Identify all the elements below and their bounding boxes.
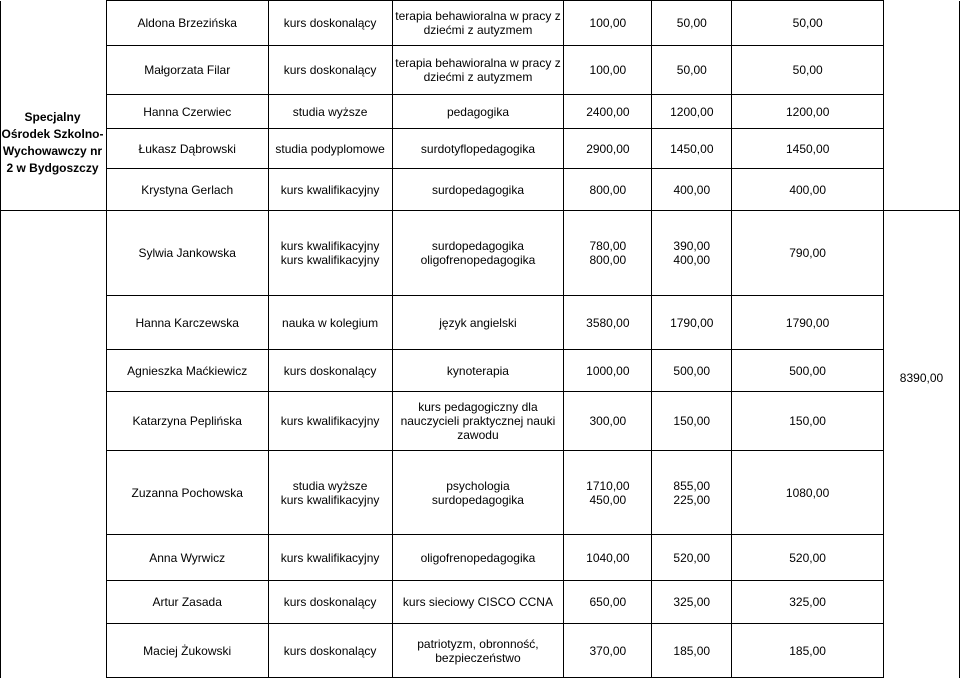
training-cost: 1040,00: [564, 535, 652, 581]
grant-amount: 50,00: [652, 1, 732, 46]
grant-amount: 185,00: [652, 624, 732, 678]
funding-table-lower: [0, 210, 960, 678]
teacher-total: 185,00: [732, 624, 884, 678]
teacher-name: Aldona Brzezińska: [106, 1, 268, 46]
grant-amount: 225,00: [673, 492, 711, 507]
teacher-total: 400,00: [732, 169, 884, 211]
table-row: [1, 392, 960, 451]
table-row: [1, 535, 960, 581]
grant-amount: 390,00: [673, 239, 711, 253]
teacher-total: 50,00: [732, 46, 884, 95]
grand-total: 8390,00: [884, 211, 960, 678]
institution-cell-bottom: [1, 211, 107, 678]
training-cost: 370,00: [564, 624, 652, 678]
grant-amount: 1790,00: [652, 296, 732, 350]
teacher-name: Hanna Karczewska: [106, 296, 268, 350]
teacher-total: 325,00: [732, 581, 884, 624]
teacher-name: Sylwia Jankowska: [106, 211, 268, 296]
grant-amount: 500,00: [652, 350, 732, 392]
teacher-total: 1200,00: [732, 95, 884, 129]
training-type: studia wyższe: [268, 95, 392, 129]
training-type: kurs doskonalący: [268, 624, 392, 678]
grant-amount: 325,00: [652, 581, 732, 624]
training-type: kurs kwalifikacyjny: [280, 253, 380, 267]
table-row: [1, 624, 960, 678]
training-field: kynoterapia: [392, 350, 564, 392]
training-cost: 2900,00: [564, 129, 652, 169]
training-type: nauka w kolegium: [268, 296, 392, 350]
table-row: [1, 451, 960, 535]
training-type: kurs doskonalący: [268, 581, 392, 624]
training-field: oligofrenopedagogika: [392, 535, 564, 581]
funding-table: [0, 0, 960, 211]
teacher-total: 500,00: [732, 350, 884, 392]
grant-amount: 1450,00: [652, 129, 732, 169]
teacher-name: Łukasz Dąbrowski: [106, 129, 268, 169]
table-row: [1, 211, 960, 296]
training-cost: 100,00: [564, 46, 652, 95]
training-cost: 800,00: [589, 253, 627, 267]
table-row: [1, 46, 960, 95]
table-row: [1, 169, 960, 211]
training-field: oligofrenopedagogika: [420, 253, 536, 267]
training-type: kurs doskonalący: [268, 1, 392, 46]
training-cost: 800,00: [564, 169, 652, 211]
teacher-name: Artur Zasada: [106, 581, 268, 624]
teacher-name: Anna Wyrwicz: [106, 535, 268, 581]
table-row: [1, 129, 960, 169]
training-cost: 1710,00: [586, 478, 630, 493]
training-field: kurs pedagogiczny dla nauczycieli praktycznej nauki zawodu: [392, 392, 564, 451]
table-row: [1, 296, 960, 350]
teacher-name: Maciej Żukowski: [106, 624, 268, 678]
table-row: [1, 95, 960, 129]
teacher-total: 50,00: [732, 1, 884, 46]
training-cost: 300,00: [564, 392, 652, 451]
teacher-total: 790,00: [732, 211, 884, 296]
training-field: kurs sieciowy CISCO CCNA: [392, 581, 564, 624]
teacher-name: Hanna Czerwiec: [106, 95, 268, 129]
table-row: [1, 581, 960, 624]
grant-amount: 1200,00: [652, 95, 732, 129]
teacher-name: Katarzyna Peplińska: [106, 392, 268, 451]
training-field: terapia behawioralna w pracy z dziećmi z autyzmem: [392, 1, 564, 46]
training-type: studia wyższe: [292, 478, 368, 493]
grant-amount: 50,00: [652, 46, 732, 95]
training-type: kurs doskonalący: [268, 46, 392, 95]
training-cost: 2400,00: [564, 95, 652, 129]
training-field: psychologia: [446, 478, 510, 493]
training-type: kurs kwalifikacyjny: [280, 492, 380, 507]
training-type: kurs kwalifikacyjny: [268, 169, 392, 211]
training-field: surdopedagogika: [392, 169, 564, 211]
training-cost: 3580,00: [564, 296, 652, 350]
grant-amount: 855,00: [673, 478, 711, 493]
teacher-total: 1790,00: [732, 296, 884, 350]
grant-amount: 150,00: [652, 392, 732, 451]
table-row: [1, 1, 960, 46]
teacher-name: Krystyna Gerlach: [106, 169, 268, 211]
teacher-name: Zuzanna Pochowska: [106, 451, 268, 535]
training-field: surdotyflopedagogika: [392, 129, 564, 169]
teacher-name: Małgorzata Filar: [106, 46, 268, 95]
training-field: pedagogika: [392, 95, 564, 129]
training-field: surdopedagogika: [431, 492, 524, 507]
teacher-name: Agnieszka Maćkiewicz: [106, 350, 268, 392]
training-cost: 450,00: [589, 492, 627, 507]
teacher-total: 1450,00: [732, 129, 884, 169]
training-cost: 650,00: [564, 581, 652, 624]
training-field: surdopedagogika: [431, 239, 524, 253]
teacher-total: 520,00: [732, 535, 884, 581]
training-cost: 100,00: [564, 1, 652, 46]
grand-total-cell-top: [884, 1, 960, 211]
teacher-total: 150,00: [732, 392, 884, 451]
training-type: kurs doskonalący: [268, 350, 392, 392]
training-type: kurs kwalifikacyjny: [280, 239, 380, 253]
training-type: kurs kwalifikacyjny: [268, 535, 392, 581]
grant-amount: 520,00: [652, 535, 732, 581]
training-type: kurs kwalifikacyjny: [268, 392, 392, 451]
grant-amount: 400,00: [673, 253, 711, 267]
training-cost: 1000,00: [564, 350, 652, 392]
institution-name: Specjalny Ośrodek Szkolno-Wychowawczy nr 2 w Bydgoszczy: [1, 110, 104, 175]
training-field: język angielski: [392, 296, 564, 350]
training-cost: 780,00: [589, 239, 627, 253]
training-field: patriotyzm, obronność, bezpieczeństwo: [392, 624, 564, 678]
training-type: studia podyplomowe: [268, 129, 392, 169]
grant-amount: 400,00: [652, 169, 732, 211]
table-row: [1, 350, 960, 392]
teacher-total: 1080,00: [732, 451, 884, 535]
training-field: terapia behawioralna w pracy z dziećmi z autyzmem: [392, 46, 564, 95]
